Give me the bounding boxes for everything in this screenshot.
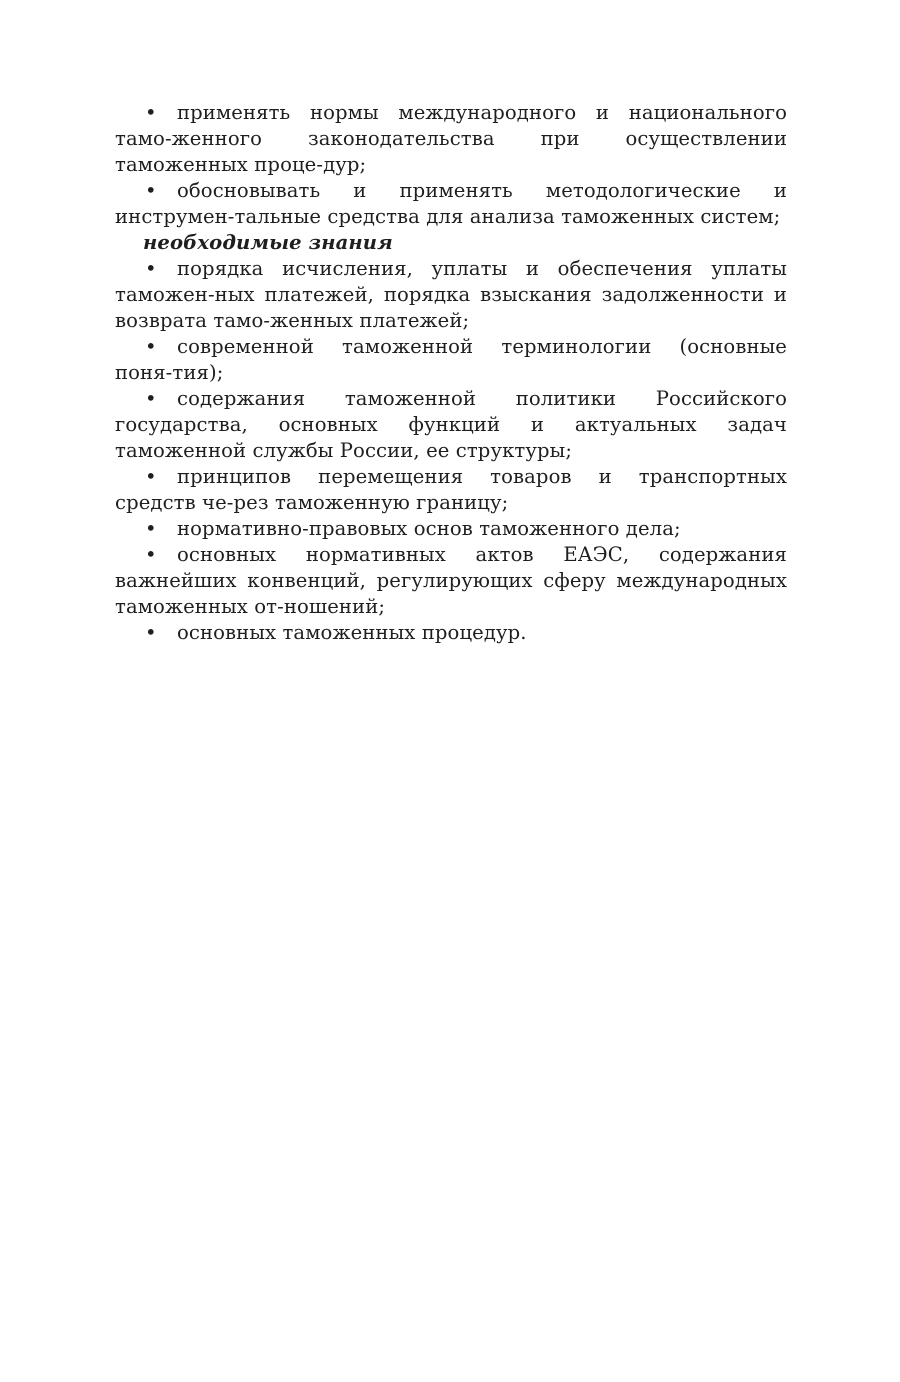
list-item <box>115 334 787 386</box>
page-text <box>115 100 787 646</box>
list-item-text: порядка исчисления, уплаты и обеспечения уплаты таможен-ных платежей, порядка взыскания задолженности и возврата тамо-женных платежей; <box>115 257 787 332</box>
section-heading: необходимые знания <box>143 231 393 254</box>
list-item <box>115 178 787 230</box>
bullet-icon: • <box>145 257 157 280</box>
bullet-icon: • <box>145 621 157 644</box>
list-item-text: современной таможенной терминологии (основные поня-тия); <box>115 335 787 384</box>
skills-list <box>115 100 787 230</box>
bullet-icon: • <box>145 101 157 124</box>
list-item-text: нормативно-правовых основ таможенного дела; <box>177 517 681 540</box>
list-item <box>115 620 787 646</box>
bullet-icon: • <box>145 387 157 410</box>
list-item-text: применять нормы международного и национального тамо-женного законодательства при осуществлении таможенных проце-дур; <box>115 101 787 176</box>
list-item <box>115 464 787 516</box>
bullet-icon: • <box>145 517 157 540</box>
list-item <box>115 256 787 334</box>
bullet-icon: • <box>145 465 157 488</box>
list-item-text: принципов перемещения товаров и транспортных средств че-рез таможенную границу; <box>115 465 787 514</box>
bullet-icon: • <box>145 335 157 358</box>
list-item <box>115 516 787 542</box>
list-item <box>115 100 787 178</box>
list-item-text: основных таможенных процедур. <box>177 621 527 644</box>
list-item-text: содержания таможенной политики Российского государства, основных функций и актуальных задач таможенной службы России, ее структуры; <box>115 387 787 462</box>
list-item <box>115 542 787 620</box>
knowledge-list <box>115 256 787 646</box>
list-item-text: основных нормативных актов ЕАЭС, содержания важнейших конвенций, регулирующих сферу международных таможенных от-ношений; <box>115 543 787 618</box>
bullet-icon: • <box>145 543 157 566</box>
list-item-text: обосновывать и применять методологические и инструмен-тальные средства для анализа таможенных систем; <box>115 179 787 228</box>
bullet-icon: • <box>145 179 157 202</box>
list-item <box>115 386 787 464</box>
